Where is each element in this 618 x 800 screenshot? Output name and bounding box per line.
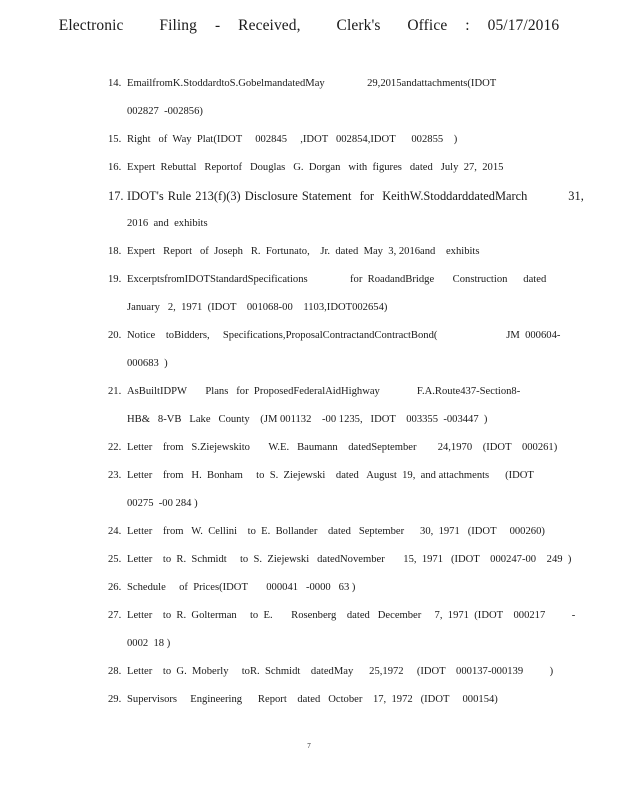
item-text: Expert Report of Joseph R. Fortunato, Jr. dated May 3, 2016and exhibits: [127, 246, 480, 257]
item-text: Schedule of Prices(IDOT 000041 -0000 63 ): [127, 582, 356, 593]
item-text: Letter from H. Bonham to S. Ziejewski dated August 19, and attachments (IDOT: [127, 470, 534, 481]
item-number: 18.: [108, 246, 122, 257]
item-number: 16.: [108, 162, 122, 173]
item-number: 27.: [108, 610, 122, 621]
list-item: [108, 182, 584, 238]
list-item: [108, 518, 548, 546]
item-text: Letter from W. Cellini to E. Bollander dated September 30, 1971 (IDOT 000260): [127, 526, 545, 537]
item-number: 22.: [108, 442, 122, 453]
item-text: EmailfromK.StoddardtoS.GobelmandatedMay 29,2015andattachments(IDOT: [127, 78, 497, 89]
item-text: 0002 18 ): [127, 638, 171, 649]
list-item: [108, 378, 548, 434]
item-text: January 2, 1971 (IDOT 001068-00 1103,IDOT002654): [127, 302, 388, 313]
item-number: 26.: [108, 582, 122, 593]
item-number: 15.: [108, 134, 122, 145]
item-text: Letter to R. Golterman to E. Rosenberg dated December 7, 1971 (IDOT 000217 -: [127, 610, 576, 621]
exhibit-list: [108, 70, 584, 714]
list-item: [108, 238, 548, 266]
list-item: [108, 154, 548, 182]
item-number: 20.: [108, 330, 122, 341]
list-item: [108, 70, 548, 126]
list-item: [108, 434, 558, 462]
item-number: 25.: [108, 554, 122, 565]
item-text: HB& 8-VB Lake County (JM 001132 -00 1235, IDOT 003355 -003447 ): [127, 414, 488, 425]
filing-stamp-header: Electronic Filing - Received, Clerk's Office : 05/17/2016: [58, 17, 560, 34]
list-item: [108, 546, 572, 574]
item-number: 17.: [108, 189, 124, 203]
list-item: [108, 126, 548, 154]
item-number: 28.: [108, 666, 122, 677]
page-number: 7: [307, 742, 311, 750]
item-text: 00275 -00 284 ): [127, 498, 198, 509]
item-text: Supervisors Engineering Report dated October 17, 1972 (IDOT 000154): [127, 694, 498, 705]
item-number: 29.: [108, 694, 122, 705]
list-item: [108, 574, 548, 602]
list-item: [108, 658, 554, 686]
item-text: Right of Way Plat(IDOT 002845 ,IDOT 002854,IDOT 002855 ): [127, 134, 458, 145]
item-text: AsBuiltIDPW Plans for ProposedFederalAidHighway F.A.Route437-Section8-: [127, 386, 521, 397]
item-number: 24.: [108, 526, 122, 537]
item-number: 23.: [108, 470, 122, 481]
item-text: Letter from S.Ziejewskito W.E. Baumann datedSeptember 24,1970 (IDOT 000261): [127, 442, 558, 453]
list-item: [108, 322, 561, 378]
item-number: 21.: [108, 386, 122, 397]
item-text: 2016 and exhibits: [127, 218, 208, 229]
list-item: [108, 602, 576, 658]
item-number: 19.: [108, 274, 122, 285]
item-text: Letter to R. Schmidt to S. Ziejewski datedNovember 15, 1971 (IDOT 000247-00 249 ): [127, 554, 572, 565]
item-text: ExcerptsfromIDOTStandardSpecifications for RoadandBridge Construction dated: [127, 274, 547, 285]
item-number: 14.: [108, 78, 122, 89]
list-item: [108, 266, 548, 322]
list-item: [108, 686, 548, 714]
item-text: 000683 ): [127, 358, 168, 369]
list-item: [108, 462, 548, 518]
item-text: Notice toBidders, Specifications,ProposalContractandContractBond( JM 000604-: [127, 330, 561, 341]
item-text: IDOT's Rule 213(f)(3) Disclosure Statement for KeithW.StoddarddatedMarch 31,: [127, 189, 584, 203]
item-text: Expert Rebuttal Reportof Douglas G. Dorgan with figures dated July 27, 2015: [127, 162, 504, 173]
item-text: Letter to G. Moberly toR. Schmidt datedMay 25,1972 (IDOT 000137-000139 ): [127, 666, 554, 677]
item-text: 002827 -002856): [127, 106, 203, 117]
